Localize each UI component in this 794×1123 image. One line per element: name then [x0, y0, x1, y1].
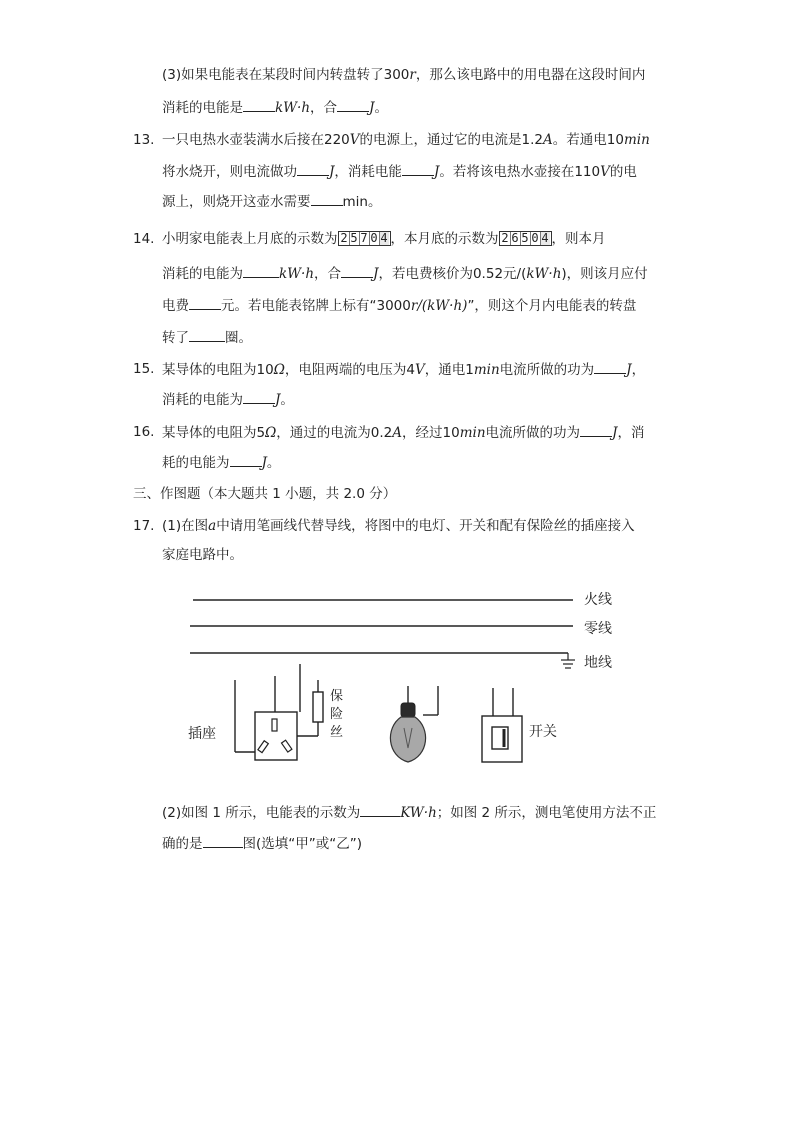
- text: 某导体的电阻为: [162, 425, 257, 441]
- lamp-icon[interactable]: [390, 686, 438, 762]
- figure-label: a: [208, 518, 217, 534]
- unit: J: [373, 266, 379, 282]
- unit: V: [414, 362, 425, 378]
- text: 圈。: [225, 330, 252, 346]
- fuse-label: [330, 689, 347, 740]
- text: ，电阻两端的电压为: [284, 362, 407, 378]
- meter-digit: 2: [501, 231, 509, 245]
- meter-digit: 7: [360, 231, 368, 245]
- value: 5: [256, 425, 266, 441]
- text: ，则本月: [551, 231, 606, 247]
- meter-digit: 4: [380, 231, 388, 245]
- unit: J: [369, 100, 375, 116]
- text: ；如图 2 所示，测电笔使用方法不正: [436, 805, 657, 821]
- value: 0.2: [370, 425, 393, 441]
- text: 耗的电能为: [162, 455, 230, 471]
- q13-line-3: [162, 192, 381, 211]
- answer-blank[interactable]: [203, 834, 243, 848]
- text: 。若通电: [552, 132, 607, 148]
- q14-number: 14.: [133, 231, 155, 247]
- circuit-diagram: [180, 578, 640, 778]
- text: (3)如果电能表在某段时间内转盘转了: [162, 67, 384, 83]
- text: 电费: [162, 298, 189, 314]
- text: 的电源上，通过它的电流是: [359, 132, 522, 148]
- q16-number: 16.: [133, 424, 155, 440]
- socket[interactable]: [235, 664, 300, 760]
- value: 1.2: [521, 132, 544, 148]
- text: 。: [266, 455, 281, 471]
- text: 电流所做的功为: [499, 362, 595, 378]
- text: ，合: [310, 100, 338, 116]
- unit: A: [392, 425, 403, 441]
- text: (1)在图: [162, 518, 209, 534]
- value: 4: [406, 362, 415, 378]
- text: )，则该月应付: [561, 266, 648, 282]
- text: ，消耗电能: [334, 164, 402, 180]
- text: 。: [280, 392, 294, 408]
- value: 10: [606, 132, 624, 148]
- text: ，那么该电路中的用电器在这段时间内: [415, 67, 646, 83]
- text: ，经过: [402, 425, 443, 441]
- q17-line-1: [162, 517, 635, 535]
- meter-digit: 5: [350, 231, 358, 245]
- meter-reading-this-month: [499, 231, 552, 246]
- q17-part2-line-1: [162, 803, 656, 822]
- value: 3000: [376, 298, 411, 314]
- unit: Ω: [265, 425, 277, 441]
- text: 某导体的电阻为: [162, 362, 257, 378]
- unit: kW·h: [279, 266, 315, 282]
- answer-blank[interactable]: [297, 162, 329, 176]
- unit: V: [349, 132, 360, 148]
- text: 源上，则烧开这壶水需要: [162, 194, 311, 210]
- q13-number: 13.: [133, 132, 155, 148]
- switch-label: 开关: [529, 724, 557, 740]
- unit: J: [433, 164, 440, 180]
- text: 转了: [162, 330, 189, 346]
- answer-blank[interactable]: [189, 328, 225, 342]
- answer-blank[interactable]: [243, 98, 275, 112]
- unit: min: [623, 132, 650, 148]
- fuse-label-char: 险: [330, 707, 344, 722]
- q12-line-1: [162, 66, 645, 84]
- meter-digit: 4: [541, 231, 549, 245]
- text: ，消: [617, 425, 645, 441]
- text: 一只电热水壶装满水后接在: [162, 132, 324, 148]
- neutral-wire-label: 零线: [584, 621, 612, 637]
- value: 0.52元/(: [472, 266, 527, 282]
- text: 消耗的电能为: [162, 266, 243, 282]
- meter-digit: 0: [370, 231, 378, 245]
- q16-line-2: [162, 453, 280, 472]
- answer-blank[interactable]: [402, 162, 434, 176]
- text: ，通过的电流为: [276, 425, 371, 441]
- answer-blank[interactable]: [341, 264, 373, 278]
- answer-blank[interactable]: [580, 423, 612, 437]
- answer-blank[interactable]: [189, 296, 221, 310]
- q15-line-2: [162, 390, 294, 409]
- text: 的电: [609, 164, 637, 180]
- socket-label: 插座: [188, 726, 216, 742]
- text: 中请用笔画线代替导线，将图中的电灯、开关和配有保险丝的插座接入: [216, 518, 635, 534]
- q14-line-3: [162, 296, 636, 315]
- unit: A: [543, 132, 553, 148]
- q12-line-2: [162, 98, 388, 117]
- value: 1: [465, 362, 474, 378]
- fuse[interactable]: [297, 680, 323, 736]
- value: 110: [574, 164, 601, 180]
- value: 10: [256, 362, 274, 378]
- unit: r/(kW·h): [410, 298, 468, 314]
- unit: J: [329, 164, 335, 180]
- unit: kW·h: [275, 100, 311, 116]
- ground-symbol: [561, 653, 575, 668]
- meter-reading-last-month: [338, 231, 391, 246]
- text: ，本月底的示数为: [390, 231, 499, 247]
- switch[interactable]: [482, 688, 522, 762]
- value: 10: [442, 425, 460, 441]
- q14-line-2: [162, 264, 648, 283]
- text: (2)如图 1 所示，电能表的示数为: [162, 805, 361, 821]
- text: 图(选填“甲”或“乙”): [242, 836, 363, 852]
- answer-blank[interactable]: [311, 192, 343, 206]
- q14-line-4: [162, 328, 252, 347]
- answer-blank[interactable]: [594, 360, 626, 374]
- unit: kW·h: [526, 266, 562, 282]
- q14-line-1: [162, 230, 606, 248]
- text: 消耗的电能是: [162, 100, 243, 116]
- text: 消耗的电能为: [162, 392, 243, 408]
- unit: V: [600, 164, 610, 180]
- text: ，通电: [424, 362, 466, 378]
- answer-blank[interactable]: [243, 390, 275, 404]
- fuse-label-char: 丝: [330, 725, 344, 740]
- ground-wire-label: 地线: [584, 655, 612, 671]
- text: 电流所做的功为: [485, 425, 581, 441]
- text: ”，则这个月内电能表的转盘: [467, 298, 637, 314]
- q15-number: 15.: [133, 361, 155, 377]
- answer-blank[interactable]: [337, 98, 369, 112]
- text: 小明家电能表上月底的示数为: [162, 231, 338, 247]
- text: 。: [374, 100, 388, 116]
- section-title: 三、作图题（本大题共 1 小题，共 2.0 分）: [133, 486, 397, 502]
- answer-blank[interactable]: [243, 264, 279, 278]
- unit: r: [409, 67, 416, 83]
- meter-digit: 5: [521, 231, 529, 245]
- q17-line-2: 家庭电路中。: [162, 547, 243, 563]
- q16-line-1: [162, 423, 644, 442]
- value: 300: [383, 67, 410, 83]
- q17-part2-line-2: [162, 834, 362, 853]
- text: ，合: [314, 266, 342, 282]
- answer-blank[interactable]: [230, 453, 262, 467]
- unit: min: [459, 425, 486, 441]
- meter-digit: 6: [511, 231, 519, 245]
- unit: J: [626, 362, 632, 378]
- unit: Ω: [273, 362, 285, 378]
- text: min。: [342, 194, 382, 210]
- text: 将水烧开，则电流做功: [162, 164, 297, 180]
- text: 确的是: [162, 836, 203, 852]
- q13-line-1: [162, 131, 650, 149]
- answer-blank[interactable]: [360, 803, 400, 817]
- value: 220: [324, 132, 350, 148]
- q13-line-2: [162, 162, 637, 181]
- text: ，若电费核价为: [378, 266, 473, 282]
- unit: J: [261, 455, 267, 471]
- text: 。若将该电热水壶接在: [439, 164, 575, 180]
- q17-number: 17.: [133, 518, 155, 534]
- unit: KW·h: [400, 805, 437, 821]
- q15-line-1: [162, 360, 645, 379]
- fuse-label-char: 保: [330, 689, 344, 704]
- unit: min: [473, 362, 500, 378]
- text: ，: [631, 362, 646, 378]
- meter-digit: 2: [340, 231, 348, 245]
- live-wire-label: 火线: [584, 592, 612, 608]
- unit: J: [275, 392, 281, 408]
- meter-digit: 0: [531, 231, 539, 245]
- text: 元。若电能表铭牌上标有“: [221, 298, 377, 314]
- unit: J: [612, 425, 618, 441]
